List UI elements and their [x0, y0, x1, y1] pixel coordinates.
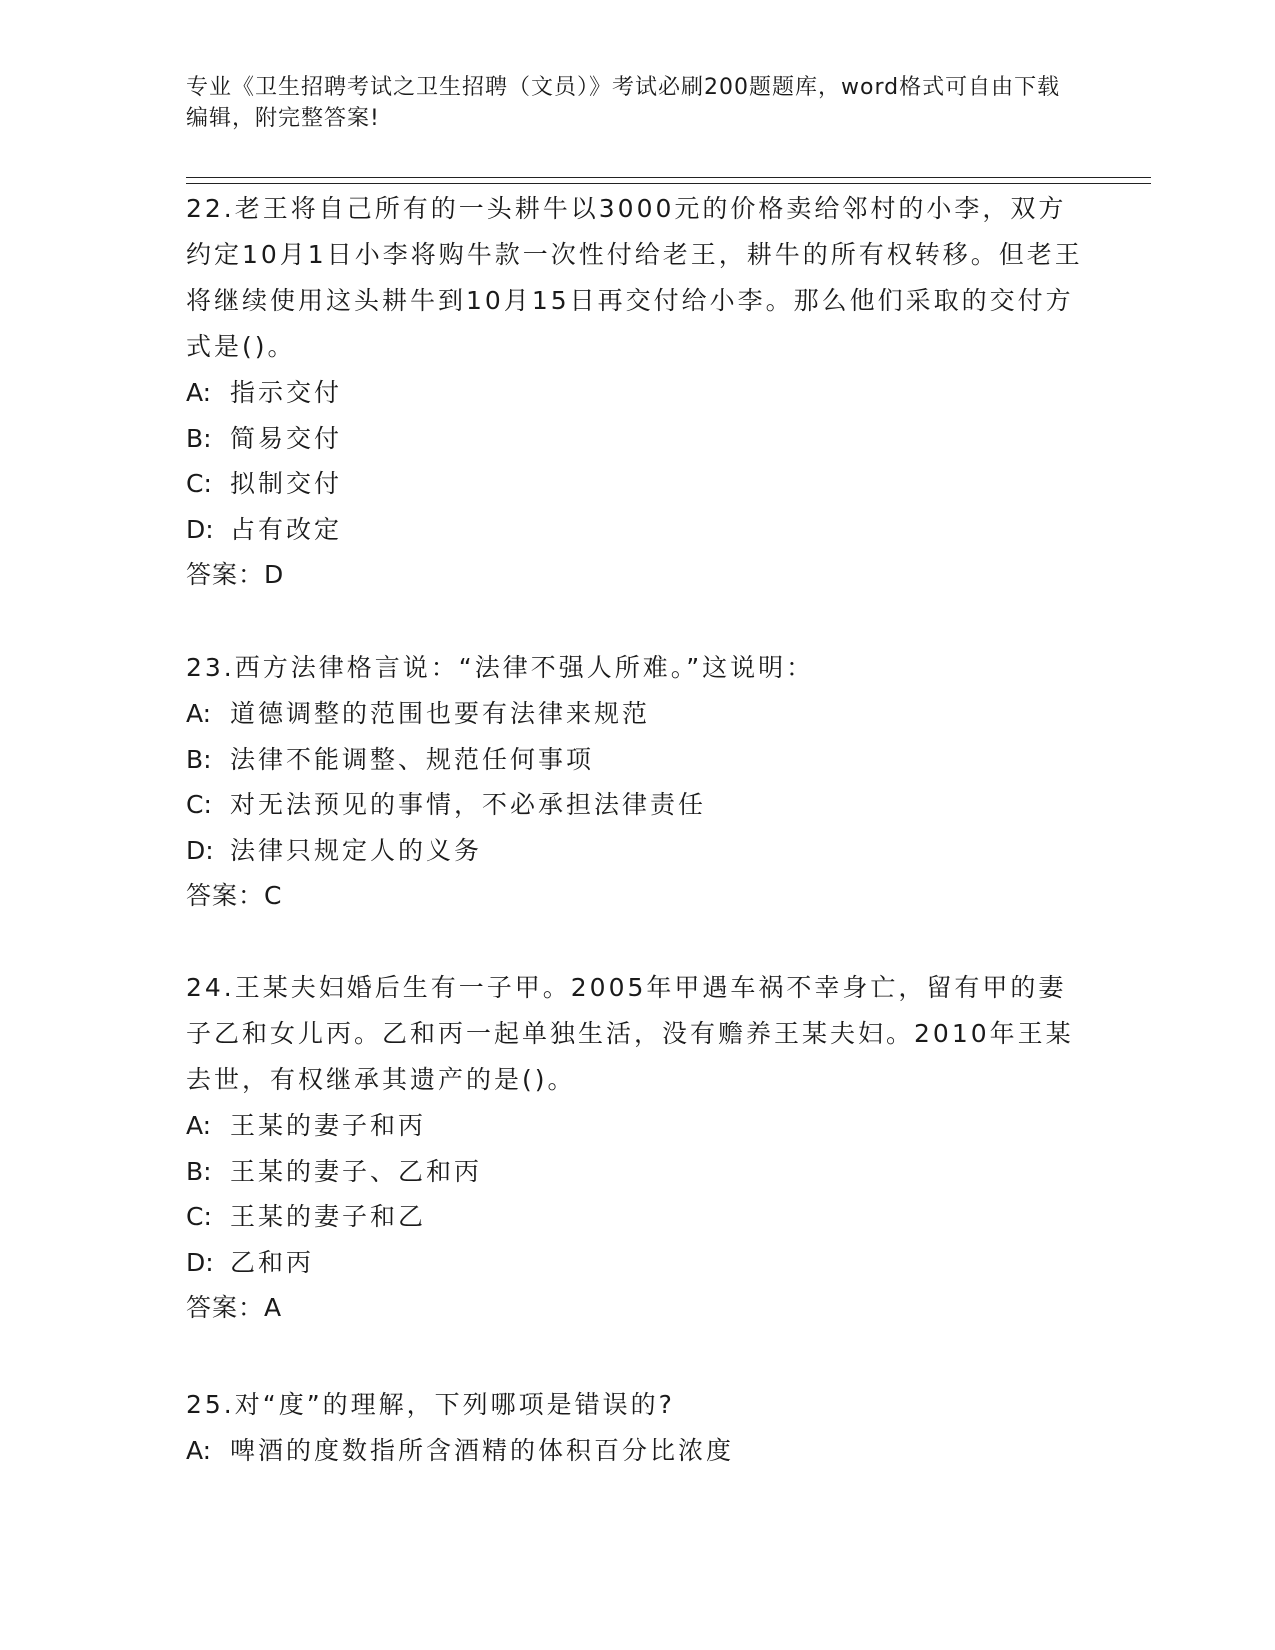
option-d [186, 507, 1086, 553]
option-text: 王某的妻子和丙 [230, 1111, 427, 1140]
option-c [186, 782, 1086, 828]
option-a [186, 370, 1086, 416]
option-letter: B: [186, 423, 212, 453]
option-text: 法律不能调整、规范任何事项 [230, 744, 595, 774]
option-text: 指示交付 [230, 378, 343, 407]
question-stem: 25.对“度”的理解，下列哪项是错误的? [186, 1390, 675, 1419]
option-b [186, 737, 1086, 783]
option-text: 法律只规定人的义务 [230, 835, 483, 865]
option-b [186, 1149, 1086, 1195]
answer-line: 答案：A [186, 1293, 283, 1322]
question-stem: 23.西方法律格言说：“法律不强人所难。”这说明： [186, 653, 815, 682]
option-d [186, 1240, 1086, 1286]
question-25 [186, 1382, 1086, 1474]
option-c [186, 1194, 1086, 1240]
option-letter: A: [186, 1111, 212, 1140]
header-divider-bottom [186, 183, 1151, 184]
option-text: 简易交付 [230, 423, 343, 453]
option-letter: C: [186, 469, 212, 498]
option-letter: A: [186, 699, 212, 728]
option-text: 王某的妻子和乙 [230, 1202, 427, 1231]
option-text: 占有改定 [230, 514, 343, 544]
option-text: 乙和丙 [230, 1247, 315, 1277]
option-text: 啤酒的度数指所含酒精的体积百分比浓度 [230, 1436, 735, 1465]
option-letter: B: [186, 744, 212, 774]
document-header: 专业《卫生招聘考试之卫生招聘（文员）》考试必刷200题题库，word格式可自由下载编辑，附完整答案! [186, 75, 1061, 131]
option-text: 王某的妻子、乙和丙 [230, 1156, 483, 1186]
question-stem: 24.王某夫妇婚后生有一子甲。2005年甲遇车祸不幸身亡，留有甲的妻子乙和女儿丙。乙和丙一起单独生活，没有赡养王某夫妇。2010年王某去世，有权继承其遗产的是()。 [186, 973, 1074, 1094]
header-divider-top [186, 177, 1151, 178]
option-a [186, 1428, 1086, 1474]
option-c [186, 461, 1086, 507]
option-letter: C: [186, 790, 212, 819]
option-letter: D: [186, 514, 214, 544]
option-text: 拟制交付 [230, 469, 343, 498]
option-letter: D: [186, 1247, 214, 1277]
option-d [186, 828, 1086, 874]
option-text: 对无法预见的事情，不必承担法律责任 [230, 790, 707, 819]
option-text: 道德调整的范围也要有法律来规范 [230, 699, 651, 728]
option-a [186, 1103, 1086, 1149]
option-a [186, 691, 1086, 737]
question-23 [186, 645, 1086, 918]
option-b [186, 416, 1086, 462]
option-letter: A: [186, 1436, 212, 1465]
question-24 [186, 965, 1086, 1330]
option-letter: B: [186, 1156, 212, 1186]
option-letter: C: [186, 1202, 212, 1231]
question-stem: 22.老王将自己所有的一头耕牛以3000元的价格卖给邻村的小李，双方约定10月1日小李将购牛款一次性付给老王，耕牛的所有权转移。但老王将继续使用这头耕牛到10月15日再交付给小李。那么他们采取的交付方式是()。 [186, 194, 1083, 361]
answer-line: 答案：C [186, 881, 283, 910]
option-letter: D: [186, 835, 214, 865]
option-letter: A: [186, 378, 212, 407]
question-22 [186, 186, 1086, 597]
answer-line: 答案：D [186, 560, 285, 589]
